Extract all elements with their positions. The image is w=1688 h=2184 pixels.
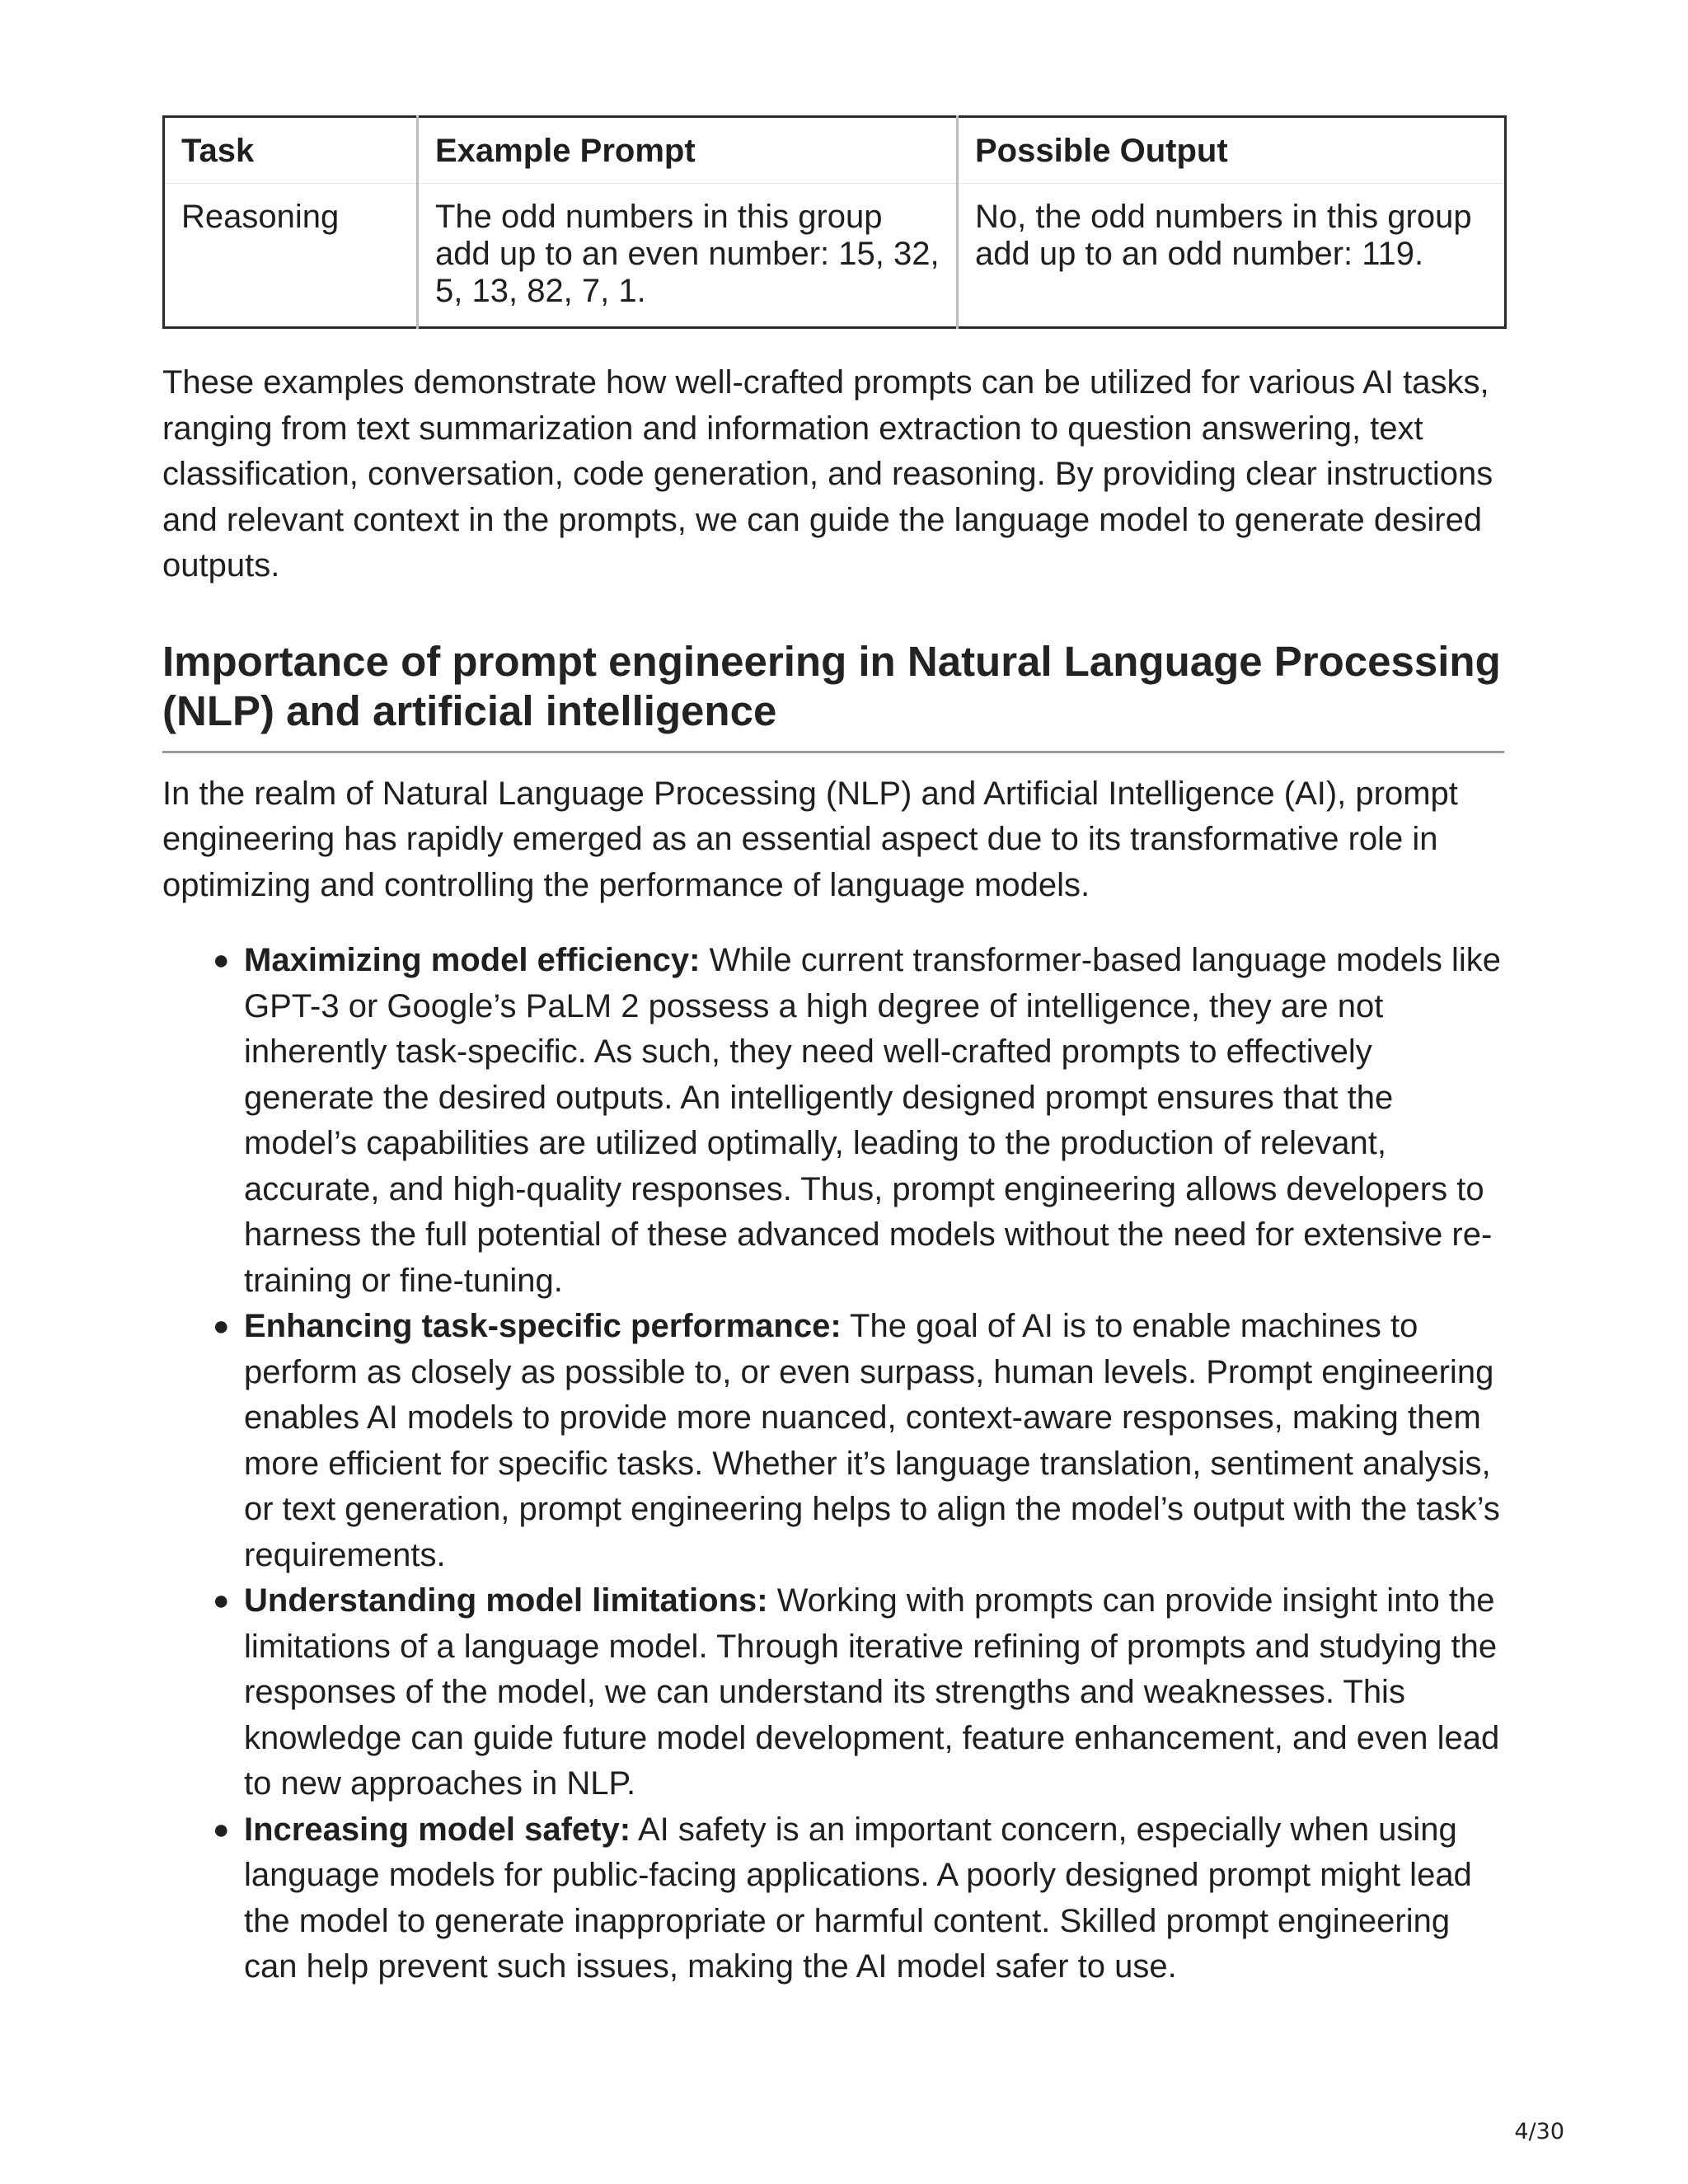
list-item-lead: Maximizing model efficiency: (244, 942, 701, 978)
list-item-text: While current transformer-based language models like GPT-3 or Google’s PaLM 2 possess a high degree of intelligence, they are not inherently task-specific. As such, they need well-crafted prompts to effectively generate the desired outputs. An intelligently designed prompt ensures that the model’s capabilities are utilized optimally, leading to the production of relevant, accurate, and high-quality responses. Thus, prompt engineering allows developers to harness the full potential of these advanced models without the need for extensive re-training or fine-tuning. (244, 942, 1502, 1299)
document-content (162, 115, 1504, 1990)
column-header-example-prompt: Example Prompt (418, 117, 958, 184)
list-item-lead: Increasing model safety: (244, 1811, 631, 1848)
cell-task: Reasoning (181, 199, 340, 235)
intro-paragraph: In the realm of Natural Language Processing (NLP) and Artificial Intelligence (AI), prompt engineering has rapidly emerged as an essential aspect due to its transformative role in optimizing and controlling the performance of language models. (162, 775, 1458, 903)
list-item-text: AI safety is an important concern, especially when using language models for public-facing applications. A poorly designed prompt might lead the model to generate inappropriate or harmful content. Skilled prompt engineering can help prevent such issues, making the AI model safer to use. (244, 1811, 1472, 1985)
bullet-icon: ● (213, 1813, 230, 1845)
list-item (213, 1304, 1504, 1578)
column-header-task: Task (164, 117, 418, 184)
list-item-text: The goal of AI is to enable machines to perform as closely as possible to, or even surpass, human levels. Prompt engineering enables AI models to provide more nuanced, context-aware responses, making them more efficient for specific tasks. Whether it’s language translation, sentiment analysis, or text generation, prompt engineering helps to align the model’s output with the task’s requirements. (244, 1308, 1500, 1573)
bullet-icon: ● (213, 1310, 230, 1342)
list-item-lead: Understanding model limitations: (244, 1582, 768, 1619)
page-number: 4/30 (1514, 2119, 1564, 2144)
list-item (213, 1807, 1504, 1990)
cell-possible-output: No, the odd numbers in this group add up to an odd number: 119. (958, 184, 1506, 328)
list-item-text: Working with prompts can provide insight into the limitations of a language model. Through iterative refining of prompts and studying the responses of the model, we can understand its strengths and weaknesses. This knowledge can guide future model development, feature enhancement, and even lead to new approaches in NLP. (244, 1582, 1500, 1802)
table-row (164, 184, 1506, 328)
table-header-row (164, 117, 1506, 184)
bullet-icon: ● (213, 1585, 230, 1616)
list-item-lead: Enhancing task-specific performance: (244, 1308, 842, 1344)
section-heading: Importance of prompt engineering in Natural Language Processing (NLP) and artificial intelligence (162, 637, 1504, 753)
examples-table (162, 115, 1507, 329)
cell-example-prompt: The odd numbers in this group add up to an even number: 15, 32, 5, 13, 82, 7, 1. (418, 184, 958, 328)
list-item (213, 938, 1504, 1304)
column-header-possible-output: Possible Output (958, 117, 1506, 184)
importance-list (162, 938, 1504, 1990)
bullet-icon: ● (213, 944, 230, 976)
summary-paragraph: These examples demonstrate how well-crafted prompts can be utilized for various AI tasks, ranging from text summarization and information extraction to question answering, text classification, conversation, code generation, and reasoning. By providing clear instructions and relevant context in the prompts, we can guide the language model to generate desired outputs. (162, 364, 1493, 583)
list-item (213, 1578, 1504, 1807)
